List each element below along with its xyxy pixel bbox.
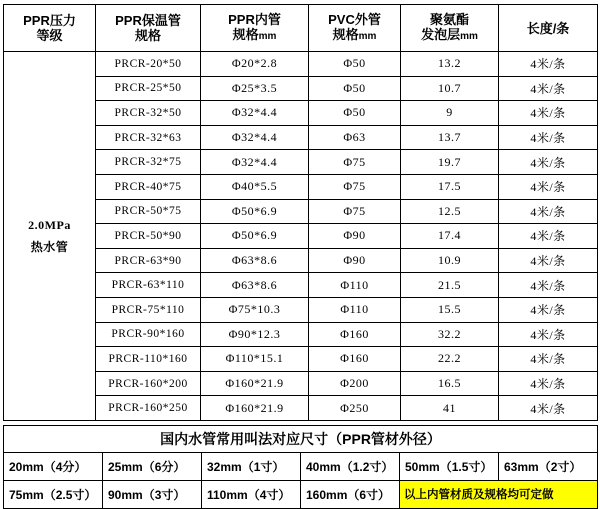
common-sizes-table <box>3 425 598 509</box>
size-cell-63mm: 63mm（2寸） <box>499 452 598 480</box>
custom-order-note: 以上内管材质及规格均可定做 <box>400 480 598 508</box>
cell-inner: Φ50*6.9 <box>201 224 309 249</box>
size-cell-75mm: 75mm（2.5寸） <box>4 480 103 508</box>
cell-foam: 21.5 <box>401 273 499 298</box>
header-outer-pipe-spec: PVC外管 规格mm <box>309 5 401 52</box>
header-insulated-pipe-spec: PPR保温管 规格 <box>96 5 201 52</box>
cell-inner: Φ32*4.4 <box>201 101 309 126</box>
cell-outer: Φ250 <box>309 396 401 421</box>
cell-model: PRCR-40*75 <box>96 174 201 199</box>
cell-inner: Φ110*15.1 <box>201 347 309 372</box>
size-cell-40mm: 40mm（1.2寸） <box>301 452 400 480</box>
cell-length: 4米/条 <box>499 101 598 126</box>
pressure-grade-cell: 2.0MPa 热水管 <box>4 52 96 421</box>
cell-length: 4米/条 <box>499 371 598 396</box>
cell-model: PRCR-32*75 <box>96 150 201 175</box>
cell-length: 4米/条 <box>499 174 598 199</box>
cell-outer: Φ75 <box>309 174 401 199</box>
cell-foam: 17.5 <box>401 174 499 199</box>
size-row <box>4 480 598 508</box>
cell-model: PRCR-75*110 <box>96 297 201 322</box>
cell-length: 4米/条 <box>499 248 598 273</box>
cell-inner: Φ25*3.5 <box>201 76 309 101</box>
cell-model: PRCR-50*90 <box>96 224 201 249</box>
cell-length: 4米/条 <box>499 224 598 249</box>
cell-length: 4米/条 <box>499 52 598 77</box>
size-cell-20mm: 20mm（4分） <box>4 452 103 480</box>
table-row <box>4 52 598 77</box>
cell-inner: Φ32*4.4 <box>201 125 309 150</box>
cell-model: PRCR-32*63 <box>96 125 201 150</box>
cell-foam: 16.5 <box>401 371 499 396</box>
cell-foam: 13.2 <box>401 52 499 77</box>
cell-model: PRCR-160*250 <box>96 396 201 421</box>
cell-model: PRCR-160*200 <box>96 371 201 396</box>
cell-inner: Φ63*8.6 <box>201 273 309 298</box>
cell-inner: Φ40*5.5 <box>201 174 309 199</box>
size-cell-25mm: 25mm（6分） <box>103 452 202 480</box>
cell-length: 4米/条 <box>499 347 598 372</box>
size-cell-32mm: 32mm（1寸） <box>202 452 301 480</box>
cell-foam: 9 <box>401 101 499 126</box>
cell-inner: Φ75*10.3 <box>201 297 309 322</box>
cell-inner: Φ160*21.9 <box>201 371 309 396</box>
cell-outer: Φ90 <box>309 248 401 273</box>
cell-inner: Φ63*8.6 <box>201 248 309 273</box>
cell-inner: Φ50*6.9 <box>201 199 309 224</box>
cell-foam: 32.2 <box>401 322 499 347</box>
cell-outer: Φ110 <box>309 273 401 298</box>
size-cell-160mm: 160mm（6寸） <box>301 480 400 508</box>
cell-inner: Φ90*12.3 <box>201 322 309 347</box>
size-cell-90mm: 90mm（3寸） <box>103 480 202 508</box>
cell-foam: 17.4 <box>401 224 499 249</box>
cell-inner: Φ32*4.4 <box>201 150 309 175</box>
header-inner-pipe-spec: PPR内管 规格mm <box>201 5 309 52</box>
table-header-row <box>4 5 598 52</box>
cell-foam: 13.7 <box>401 125 499 150</box>
cell-length: 4米/条 <box>499 273 598 298</box>
cell-length: 4米/条 <box>499 322 598 347</box>
size-cell-110mm: 110mm（4寸） <box>202 480 301 508</box>
spec-table <box>3 4 598 421</box>
cell-inner: Φ20*2.8 <box>201 52 309 77</box>
cell-outer: Φ160 <box>309 347 401 372</box>
header-length: 长度/条 <box>499 5 598 52</box>
cell-model: PRCR-110*160 <box>96 347 201 372</box>
cell-length: 4米/条 <box>499 396 598 421</box>
cell-model: PRCR-20*50 <box>96 52 201 77</box>
cell-foam: 10.7 <box>401 76 499 101</box>
cell-outer: Φ50 <box>309 76 401 101</box>
cell-model: PRCR-90*160 <box>96 322 201 347</box>
header-pressure-grade: PPR压力 等级 <box>4 5 96 52</box>
cell-model: PRCR-50*75 <box>96 199 201 224</box>
cell-model: PRCR-32*50 <box>96 101 201 126</box>
cell-foam: 15.5 <box>401 297 499 322</box>
cell-outer: Φ75 <box>309 199 401 224</box>
cell-length: 4米/条 <box>499 125 598 150</box>
cell-outer: Φ110 <box>309 297 401 322</box>
cell-model: PRCR-25*50 <box>96 76 201 101</box>
cell-foam: 22.2 <box>401 347 499 372</box>
cell-inner: Φ160*21.9 <box>201 396 309 421</box>
cell-length: 4米/条 <box>499 199 598 224</box>
cell-model: PRCR-63*90 <box>96 248 201 273</box>
cell-length: 4米/条 <box>499 150 598 175</box>
cell-model: PRCR-63*110 <box>96 273 201 298</box>
cell-outer: Φ160 <box>309 322 401 347</box>
cell-outer: Φ75 <box>309 150 401 175</box>
section-title-row <box>4 425 598 452</box>
section-title: 国内水管常用叫法对应尺寸（PPR管材外径） <box>4 425 598 452</box>
cell-outer: Φ90 <box>309 224 401 249</box>
cell-length: 4米/条 <box>499 297 598 322</box>
size-cell-50mm: 50mm（1.5寸） <box>400 452 499 480</box>
cell-foam: 12.5 <box>401 199 499 224</box>
cell-foam: 19.7 <box>401 150 499 175</box>
cell-outer: Φ50 <box>309 52 401 77</box>
cell-outer: Φ200 <box>309 371 401 396</box>
size-row <box>4 452 598 480</box>
header-foam-layer: 聚氨酯 发泡层mm <box>401 5 499 52</box>
cell-outer: Φ63 <box>309 125 401 150</box>
cell-foam: 10.9 <box>401 248 499 273</box>
cell-length: 4米/条 <box>499 76 598 101</box>
cell-outer: Φ50 <box>309 101 401 126</box>
cell-foam: 41 <box>401 396 499 421</box>
